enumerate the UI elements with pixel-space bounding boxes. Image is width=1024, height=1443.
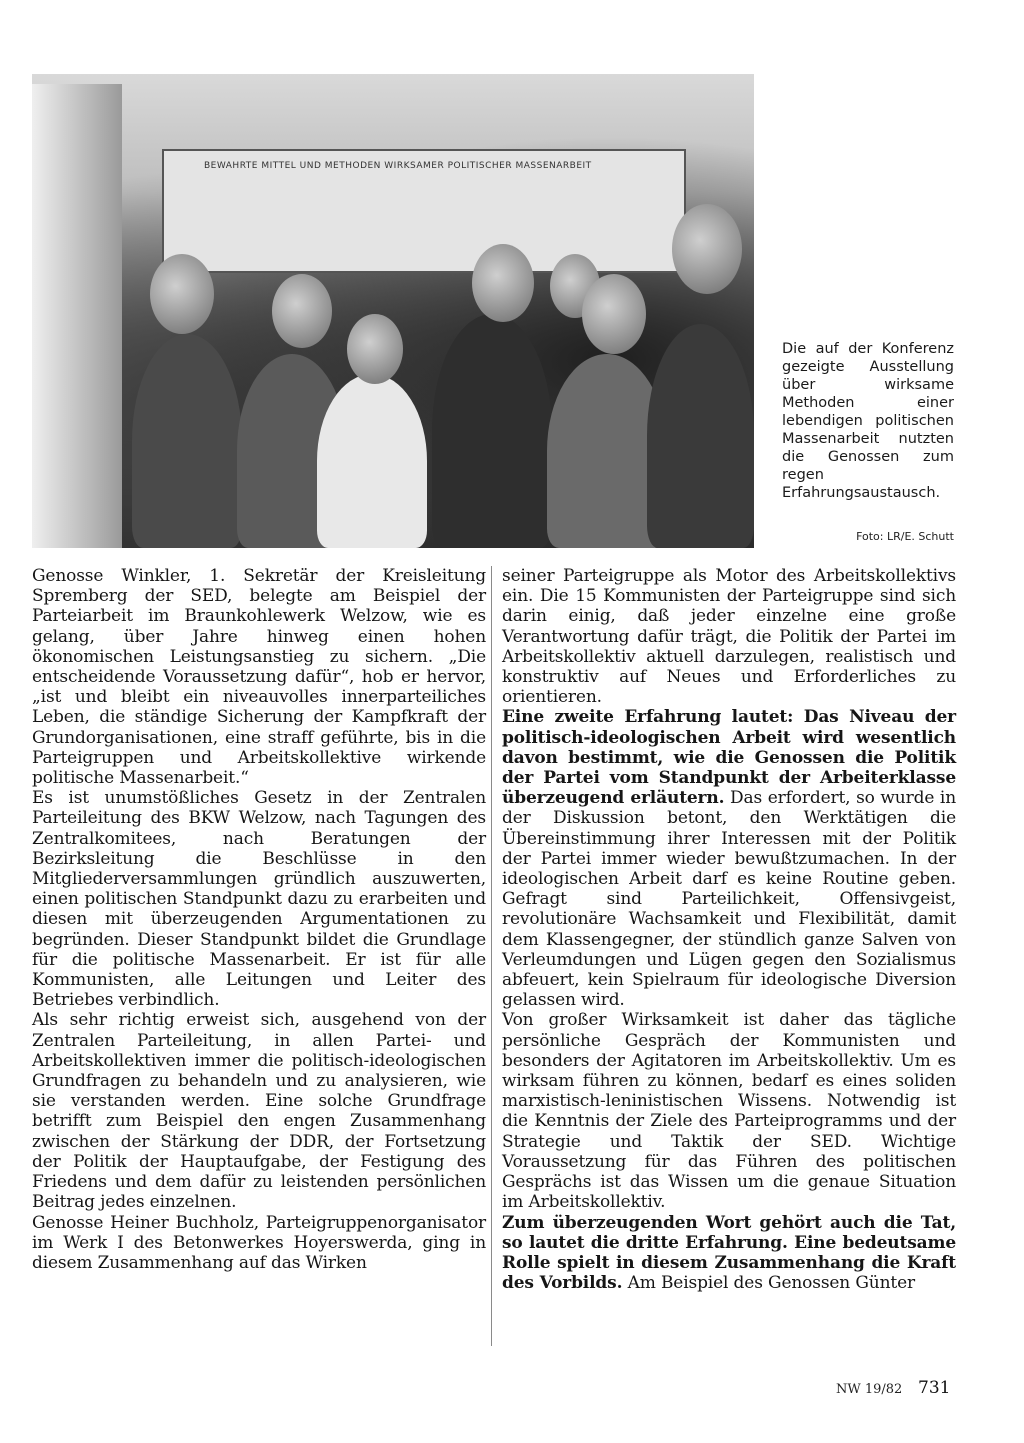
column-divider — [491, 566, 492, 1346]
person-head — [582, 274, 646, 354]
person-head — [672, 204, 742, 294]
display-panel — [32, 84, 122, 548]
paragraph: Genosse Heiner Buchholz, Parteigruppenorganisator im Werk I des Betonwerkes Hoyerswerda, ging in diesem Zusammenhang auf das Wirken — [32, 1212, 486, 1273]
page-number: 731 — [918, 1378, 951, 1398]
person-head — [472, 244, 534, 322]
person-head — [272, 274, 332, 348]
paragraph-text: Am Beispiel des Genossen Günter — [622, 1273, 915, 1294]
person-head — [150, 254, 214, 334]
exhibition-photo — [32, 74, 754, 548]
person-figure — [432, 314, 552, 548]
paragraph: Genosse Winkler, 1. Sekretär der Kreisleitung Spremberg der SED, belegte am Beispiel der Parteiarbeit im Braunkohlewerk Welzow, wie es gelang, über Jahre hinweg einen hohen ökonomischen Leistungsanstieg zu sichern. „Die entscheidende Voraussetzung dafür“, hob er hervor, „ist und bleibt ein niveauvolles innerparteiliches Leben, die ständige Sicherung der Kampfkraft der Grundorganisationen, eine straff geführte, bis in die Parteigruppen und Arbeitskollektive wirkende politische Massenarbeit.“ — [32, 566, 486, 789]
left-column — [32, 566, 486, 1273]
paragraph: seiner Parteigruppe als Motor des Arbeitskollektivs ein. Die 15 Kommunisten der Parteigruppe sind sich darin einig, daß jeder einzelne eine große Verantwortung dafür trägt, die Politik der Partei im Arbeitskollektiv aktuell darzulegen, realistisch und konstruktiv auf Neues und Erforderliches zu orientieren. — [502, 566, 956, 708]
paragraph-text: Das erfordert, so wurde in der Diskussion betont, den Werktätigen die Übereinstimmung ihrer Interessen mit der Politik der Partei immer wieder bewußtzumachen. In der ideologischen Arbeit darf es keine Routine geben. Gefragt sind Parteilichkeit, Offensivgeist, revolutionäre Wachsamkeit und Flexibilität, damit dem Klassengegner, der stündlich ganze Salven von Verleumdungen und Lügen gegen den Sozialismus abfeuert, kein Spielraum für ideologische Diversion gelassen wird. — [502, 788, 956, 1011]
right-column — [502, 566, 956, 1293]
person-figure — [647, 324, 754, 548]
paragraph — [502, 707, 956, 1010]
paragraph: Es ist unumstößliches Gesetz in der Zentralen Parteileitung des BKW Welzow, nach Tagungen des Zentralkomitees, nach Beratungen der Bezirksleitung die Beschlüsse in den Mitgliederversammlungen gründlich auszuwerten, einen politischen Standpunkt dazu zu erarbeiten und diesen mit überzeugenden Argumentationen zu begründen. Dieser Standpunkt bildet die Grundlage für die politische Massenarbeit. Er ist für alle Kommunisten, alle Leitungen und Leiter des Betriebes verbindlich. — [32, 788, 486, 1011]
person-figure — [317, 374, 427, 548]
issue-reference: NW 19/82 — [836, 1382, 903, 1397]
exhibition-board — [162, 149, 686, 273]
paragraph: Von großer Wirksamkeit ist daher das tägliche persönliche Gespräch der Kommunisten und besonders der Agitatoren im Arbeitskollektiv. Um es wirksam führen zu können, bedarf es eines soliden marxistisch-leninistischen Wissens. Notwendig ist die Kenntnis der Ziele des Parteiprogramms und der Strategie und Taktik der SED. Wichtige Voraussetzung für das Führen des politischen Gesprächs ist das Wissen um die genaue Situation im Arbeitskollektiv. — [502, 1010, 956, 1213]
bold-lead: Zum überzeugenden Wort gehört auch die Tat, so lautet die dritte Erfahrung. Eine bedeutsame Rolle spielt in diesem Zusammenhang die Kraft des Vorbilds. — [502, 1212, 956, 1294]
board-caption: BEWÄHRTE MITTEL UND METHODEN WIRKSAMER POLITISCHER MASSENARBEIT — [204, 161, 592, 171]
person-figure — [132, 334, 242, 548]
paragraph — [502, 1213, 956, 1294]
photo-caption: Die auf der Konferenz gezeigte Ausstellung über wirksame Methoden einer lebendigen politischen Massenarbeit nutzten die Genossen zum regen Erfahrungsaustausch. — [782, 341, 954, 501]
person-head — [347, 314, 403, 384]
paragraph: Als sehr richtig erweist sich, ausgehend von der Zentralen Parteileitung, in allen Partei- und Arbeitskollektiven immer die politisch-ideologischen Grundfragen zu behandeln und zu analysieren, wie sie verstanden werden. Eine solche Grundfrage betrifft zum Beispiel den engen Zusammenhang zwischen der Stärkung der DDR, der Fortsetzung der Politik der Hauptaufgabe, der Festigung des Friedens und dem dafür zu leistenden persönlichen Beitrag jedes einzelnen. — [32, 1010, 486, 1213]
bold-lead: Eine zweite Erfahrung lautet: Das Niveau der politisch-ideologischen Arbeit wird wesentlich davon bestimmt, wie die Genossen die Politik der Partei vom Standpunkt der Arbeiterklasse überzeugend erläutern. — [502, 707, 956, 809]
photo-credit: Foto: LR/E. Schutt — [856, 530, 954, 543]
